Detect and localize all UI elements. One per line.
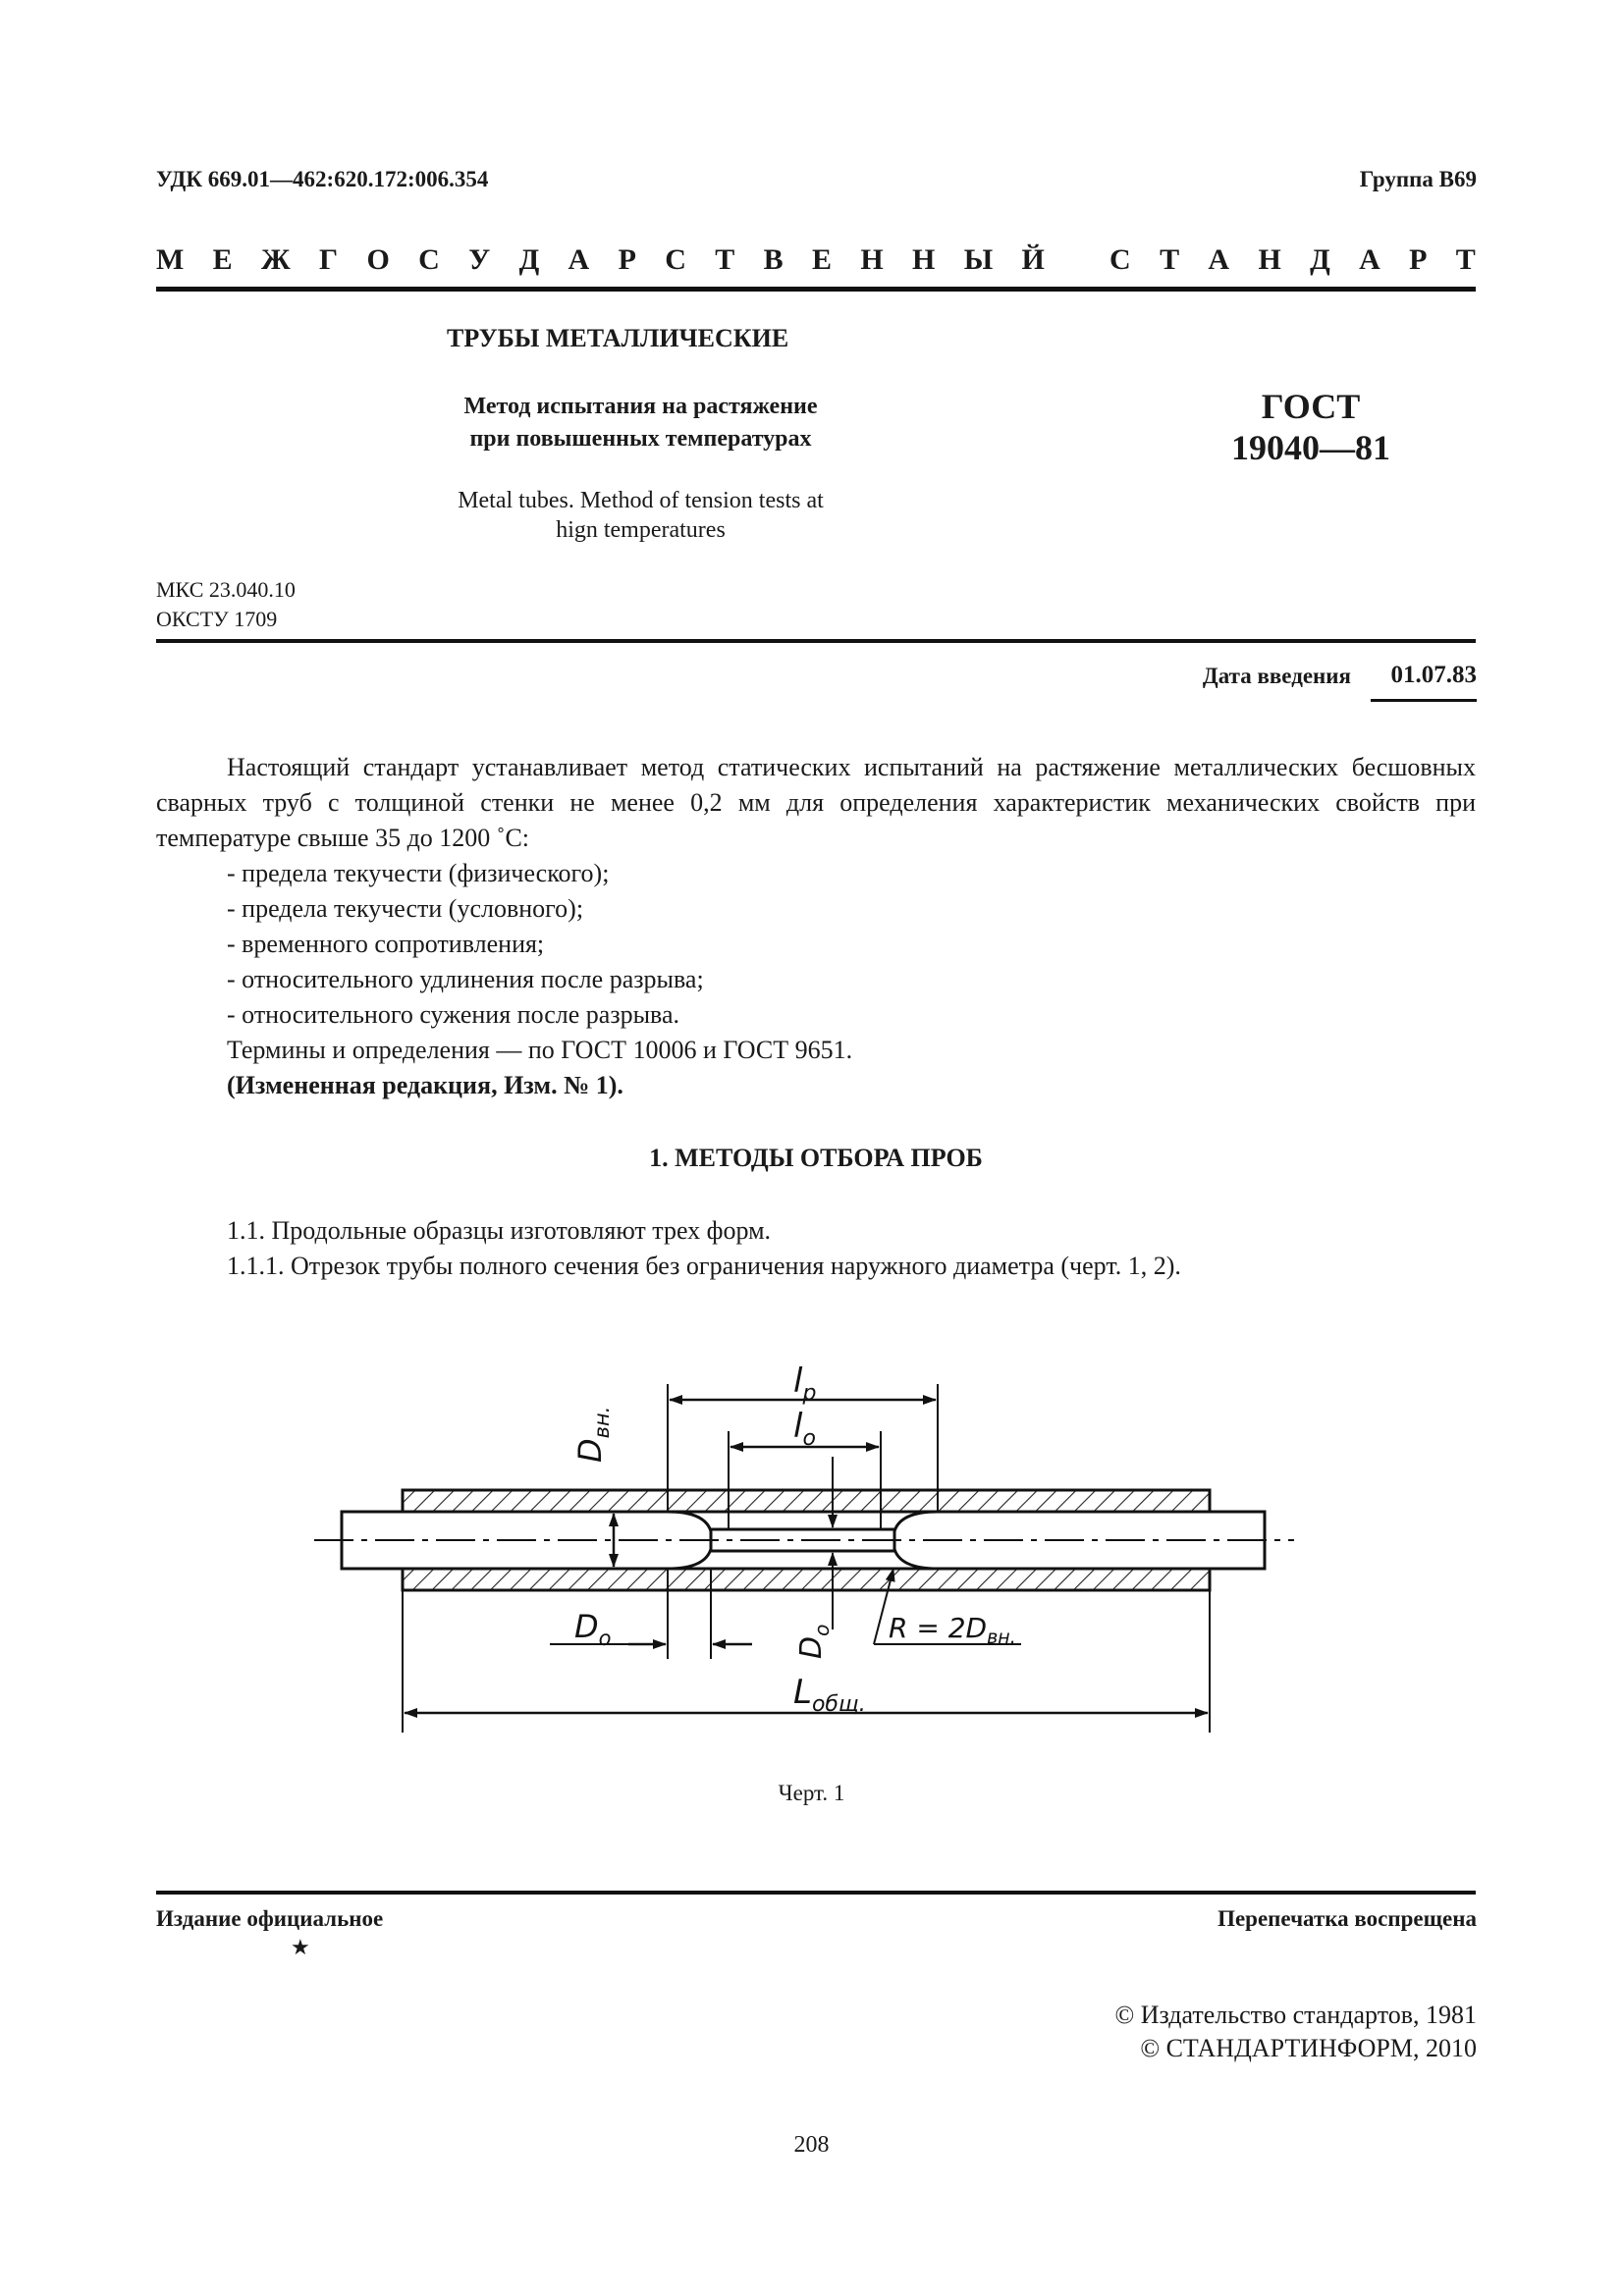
clause-1-1-1: 1.1.1. Отрезок трубы полного сечения без ограничения наружного диаметра (черт. 1, 2).: [227, 1252, 1181, 1280]
subtitle-line: Метод испытания на растяжение: [463, 394, 818, 419]
banner-letter: А: [568, 243, 590, 276]
banner-letter: Г: [319, 243, 339, 276]
intro-date-label: Дата введения: [1202, 664, 1351, 688]
banner-letter: У: [468, 243, 491, 276]
label-lp: $l_p$: [793, 1362, 817, 1406]
list-item: - относительного удлинения после разрыва;: [227, 965, 704, 993]
banner-letter: В: [763, 243, 784, 276]
label-dvn: $D_{вн.}$: [571, 1406, 614, 1463]
amendment-note: (Измененная редакция, Изм. № 1).: [227, 1071, 623, 1099]
banner-letter: М: [156, 243, 185, 276]
label-lo: $l_o$: [793, 1407, 816, 1451]
english-title-line: Metal tubes. Method of tension tests at: [458, 488, 824, 513]
intro-paragraph: Настоящий стандарт устанавливает метод статических испытаний на растяжение металлических бесшовных сварных труб с толщиной стенки не менее 0,2 мм для определения характеристик механических свойств при температуре свыше 35 до 1200 ˚С:: [156, 753, 1476, 852]
page-number: 208: [793, 2132, 830, 2158]
banner-letter: Р: [618, 243, 636, 276]
banner-letter: С: [665, 243, 686, 276]
banner-letter: Ж: [261, 243, 291, 276]
banner-letter: Й: [1021, 243, 1045, 276]
banner-letter: Р: [1409, 243, 1428, 276]
banner-letter: Т: [1455, 243, 1476, 276]
english-title-line: hign temperatures: [556, 517, 726, 543]
group-code: Группа В69: [1359, 167, 1477, 191]
copyright-block: [1114, 1999, 1477, 2065]
banner-letter: Ы: [963, 243, 994, 276]
banner-letter: Т: [1160, 243, 1180, 276]
official-edition-note: Издание официальное: [156, 1906, 384, 1931]
banner-letter: Н: [912, 243, 936, 276]
banner-letter: Н: [1258, 243, 1281, 276]
banner-letter: Т: [715, 243, 735, 276]
banner-letter: А: [1359, 243, 1380, 276]
gost-number: 19040—81: [1231, 428, 1390, 467]
banner-letter: Е: [811, 243, 832, 276]
udk-code: УДК 669.01—462:620.172:006.354: [156, 167, 489, 191]
label-do-left: $D_o$: [574, 1608, 612, 1650]
mks-code: МКС 23.040.10: [156, 577, 296, 602]
banner-letter: С: [418, 243, 440, 276]
document-title: ТРУБЫ МЕТАЛЛИЧЕСКИЕ: [447, 324, 789, 352]
list-item: - относительного сужения после разрыва.: [227, 1000, 680, 1029]
reprint-prohibited-note: Перепечатка воспрещена: [1217, 1906, 1477, 1931]
figure-caption: Черт. 1: [778, 1781, 845, 1805]
footer-rule: [156, 1891, 1476, 1895]
copyright-line: © Издательство стандартов, 1981: [1114, 2001, 1477, 2029]
label-radius: $R = 2D_{вн.}$: [889, 1612, 1016, 1648]
intro-date-value: 01.07.83: [1390, 662, 1477, 688]
list-item: - предела текучести (условного);: [227, 894, 584, 923]
banner-letter: Н: [860, 243, 884, 276]
section-heading: 1. МЕТОДЫ ОТБОРА ПРОБ: [649, 1144, 983, 1172]
clause-1-1: 1.1. Продольные образцы изготовляют трех форм.: [227, 1216, 772, 1245]
copyright-line: © СТАНДАРТИНФОРМ, 2010: [1140, 2034, 1477, 2062]
banner-letter: Д: [518, 243, 540, 276]
banner-letter: Д: [1310, 243, 1330, 276]
banner-letter: О: [366, 243, 390, 276]
tube-wall-bottom: [403, 1569, 1210, 1590]
label-ltotal: $L_{общ.}$: [793, 1673, 866, 1717]
subtitle-line: при повышенных температурах: [469, 426, 812, 452]
okstu-code: ОКСТУ 1709: [156, 607, 278, 631]
terms-paragraph: Термины и определения — по ГОСТ 10006 и ГОСТ 9651.: [227, 1036, 853, 1064]
banner-letter: А: [1208, 243, 1230, 276]
banner-letter: Е: [212, 243, 233, 276]
list-item: - временного сопротивления;: [227, 930, 545, 958]
banner-letter: С: [1109, 243, 1131, 276]
label-do-mid: $D_o$: [794, 1624, 834, 1659]
tube-wall-top: [403, 1490, 1210, 1512]
list-item: - предела текучести (физического);: [227, 859, 610, 887]
gost-label: ГОСТ: [1261, 387, 1361, 426]
star-icon: ★: [291, 1935, 310, 1959]
